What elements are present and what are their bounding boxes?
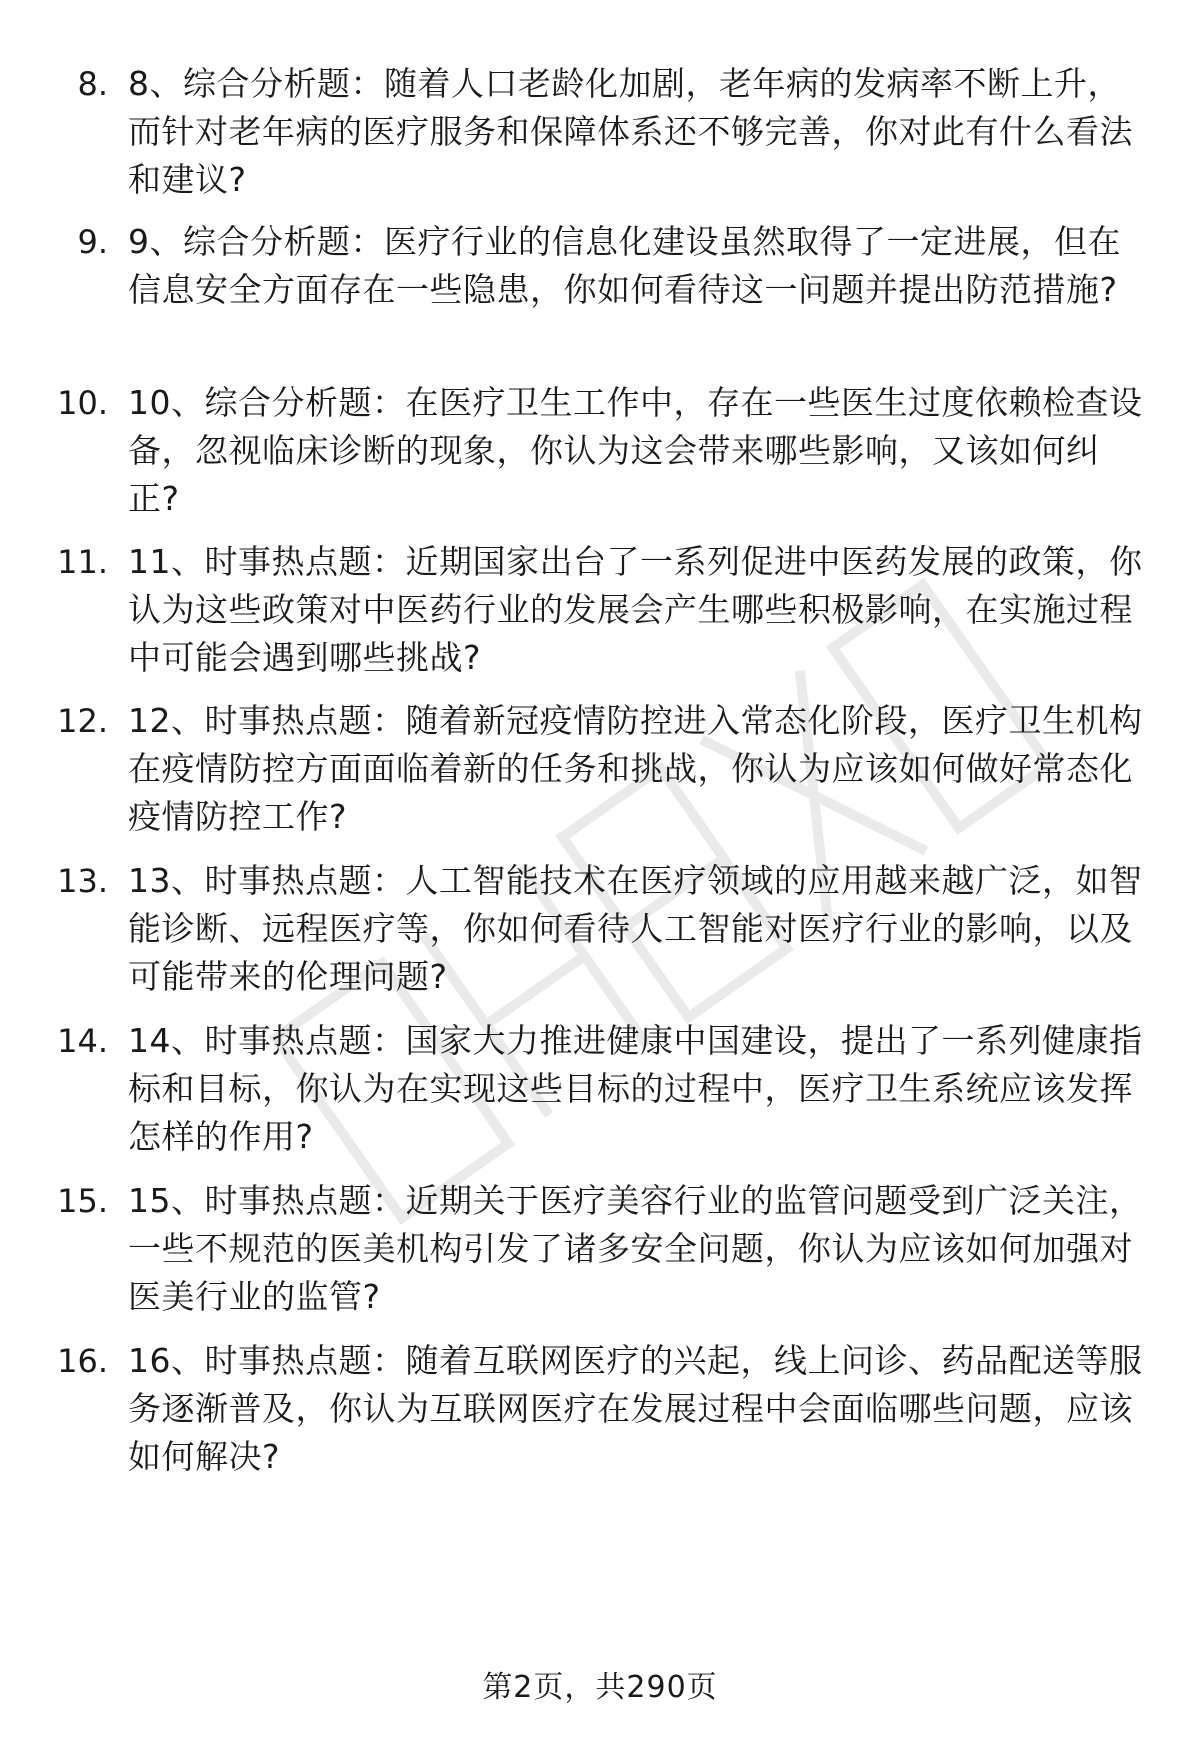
- question-number: 11.: [57, 543, 108, 581]
- question-number: 12.: [57, 702, 108, 740]
- question-number: 13.: [57, 862, 108, 900]
- question-number: 8.: [77, 65, 108, 103]
- question-number: 15.: [57, 1182, 108, 1220]
- question-text: 9、综合分析题：医疗行业的信息化建设虽然取得了一定进展，但在信息安全方面存在一些隐患，你如何看待这一问题并提出防范措施?: [128, 222, 1121, 309]
- question-text: 16、时事热点题：随着互联网医疗的兴起，线上问诊、药品配送等服务逐渐普及，你认为互联网医疗在发展过程中会面临哪些问题，应该如何解决?: [128, 1341, 1143, 1476]
- question-text: 11、时事热点题：近期国家出台了一系列促进中医药发展的政策，你认为这些政策对中医药行业的发展会产生哪些积极影响，在实施过程中可能会遇到哪些挑战?: [128, 542, 1143, 677]
- question-number: 16.: [57, 1342, 108, 1380]
- question-number: 10.: [57, 384, 108, 422]
- question-text: 13、时事热点题：人工智能技术在医疗领域的应用越来越广泛，如智能诊断、远程医疗等，你如何看待人工智能对医疗行业的影响，以及可能带来的伦理问题?: [128, 861, 1143, 996]
- question-text: 15、时事热点题：近期关于医疗美容行业的监管问题受到广泛关注，一些不规范的医美机构引发了诸多安全问题，你认为应该如何加强对医美行业的监管?: [128, 1181, 1143, 1316]
- question-text: 14、时事热点题：国家大力推进健康中国建设，提出了一系列健康指标和目标，你认为在实现这些目标的过程中，医疗卫生系统应该发挥怎样的作用?: [128, 1021, 1143, 1156]
- question-text: 12、时事热点题：随着新冠疫情防控进入常态化阶段，医疗卫生机构在疫情防控方面面临着新的任务和挑战，你认为应该如何做好常态化疫情防控工作?: [128, 701, 1143, 836]
- question-text: 8、综合分析题：随着人口老龄化加剧，老年病的发病率不断上升，而针对老年病的医疗服务和保障体系还不够完善，你对此有什么看法和建议?: [128, 64, 1133, 199]
- page-number-footer: 第2页，共290页: [482, 1670, 718, 1705]
- question-number: 14.: [57, 1022, 108, 1060]
- question-text: 10、综合分析题：在医疗卫生工作中，存在一些医生过度依赖检查设备，忽视临床诊断的现象，你认为这会带来哪些影响，又该如何纠正?: [128, 383, 1143, 518]
- question-number: 9.: [77, 223, 108, 261]
